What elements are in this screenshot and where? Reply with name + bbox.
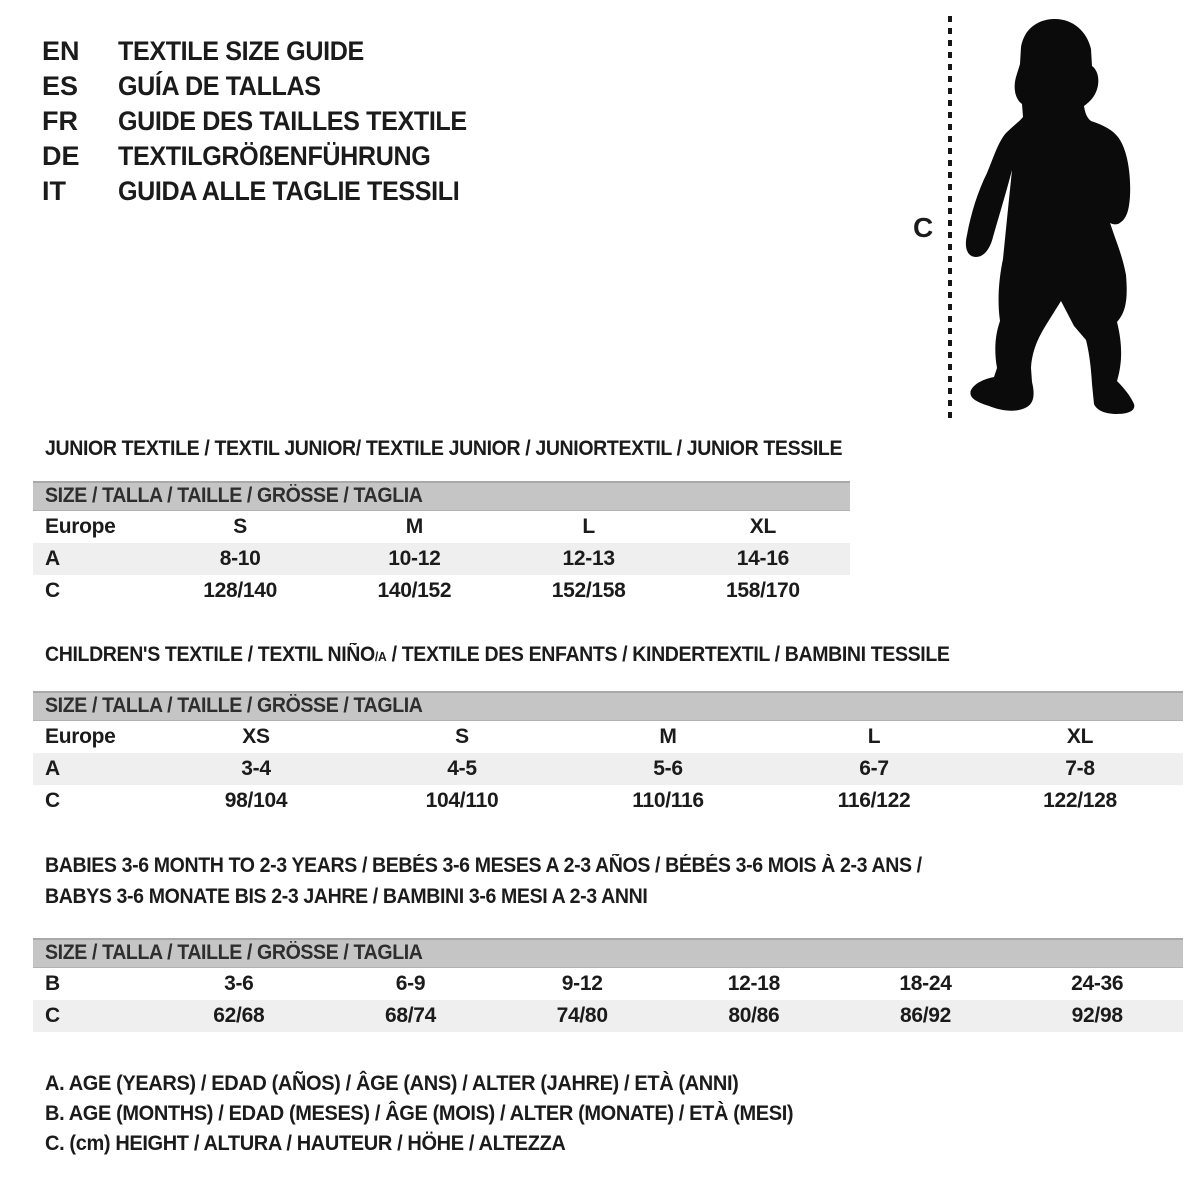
size-cell: S xyxy=(455,725,469,748)
row-label: C xyxy=(45,789,60,812)
language-code: FR xyxy=(42,106,78,136)
section-title xyxy=(33,850,1183,912)
table-row-height-cm xyxy=(33,575,850,607)
height-cell: 122/128 xyxy=(1043,789,1117,812)
row-label: A xyxy=(45,757,60,780)
legend-text: B. AGE (MONTHS) / EDAD (MESES) / ÂGE (MOIS) / ALTER (MONATE) / ETÀ (MESI) xyxy=(45,1101,794,1125)
size-cell: M xyxy=(659,725,677,748)
size-header-text: SIZE / TALLA / TAILLE / GRÖSSE / TAGLIA xyxy=(45,941,423,964)
language-row-es xyxy=(42,69,493,104)
age-cell: 7-8 xyxy=(1065,757,1095,780)
language-code: IT xyxy=(42,176,66,206)
language-row-it xyxy=(42,174,493,209)
guide-title-en: TEXTILE SIZE GUIDE xyxy=(118,36,364,66)
age-cell: 8-10 xyxy=(219,547,261,570)
size-header-text: SIZE / TALLA / TAILLE / GRÖSSE / TAGLIA xyxy=(45,484,423,507)
age-cell: 12-18 xyxy=(727,972,780,995)
guide-title-de: TEXTILGRÖßENFÜHRUNG xyxy=(118,141,431,171)
table-row-height-cm xyxy=(33,785,1183,817)
row-label: A xyxy=(45,547,60,570)
size-header-text: SIZE / TALLA / TAILLE / GRÖSSE / TAGLIA xyxy=(45,694,423,717)
legend-line-age-years xyxy=(45,1068,850,1098)
age-cell: 3-6 xyxy=(224,972,254,995)
title-part-post: / TEXTILE DES ENFANTS / KINDERTEXTIL / BAMBINI TESSILE xyxy=(386,643,950,666)
language-code: ES xyxy=(42,71,79,101)
language-row-fr xyxy=(42,104,493,139)
table-row-europe xyxy=(33,721,1183,753)
age-cell: 4-5 xyxy=(447,757,477,780)
language-row-de xyxy=(42,139,493,174)
section-title xyxy=(33,643,1183,669)
age-cell: 18-24 xyxy=(899,972,952,995)
babies-section-title-line2: BABYS 3-6 MONATE BIS 2-3 JAHRE / BAMBINI 3-6 MESI A 2-3 ANNI xyxy=(45,885,648,908)
height-cell: 68/74 xyxy=(384,1004,437,1027)
height-cell: 98/104 xyxy=(224,789,288,812)
row-label: B xyxy=(45,972,60,995)
table-row-age-years xyxy=(33,543,850,575)
guide-title-it: GUIDA ALLE TAGLIE TESSILI xyxy=(118,176,460,206)
height-marker-label: C xyxy=(913,212,934,243)
size-header-bar xyxy=(33,481,850,511)
table-row-age-years xyxy=(33,753,1183,785)
toddler-silhouette-path xyxy=(966,19,1134,414)
size-cell: S xyxy=(233,515,247,538)
age-cell: 6-7 xyxy=(859,757,889,780)
table-row-europe xyxy=(33,511,850,543)
row-label: C xyxy=(45,579,60,602)
legend-text: A. AGE (YEARS) / EDAD (AÑOS) / ÂGE (ANS) / ALTER (JAHRE) / ETÀ (ANNI) xyxy=(45,1071,739,1095)
guide-title-fr: GUIDE DES TAILLES TEXTILE xyxy=(118,106,467,136)
age-cell: 14-16 xyxy=(736,547,789,570)
height-cell: 152/158 xyxy=(551,579,626,602)
babies-section-title-line1: BABIES 3-6 MONTH TO 2-3 YEARS / BEBÉS 3-6 MESES A 2-3 AÑOS / BÉBÉS 3-6 MOIS À 2-3 ANS / xyxy=(45,854,922,877)
language-row-en xyxy=(42,34,493,69)
age-cell: 3-4 xyxy=(241,757,271,780)
size-cell: XS xyxy=(242,725,270,748)
guide-title-es: GUÍA DE TALLAS xyxy=(118,71,321,101)
age-cell: 5-6 xyxy=(653,757,683,780)
legend-line-height-cm xyxy=(45,1128,850,1158)
age-cell: 24-36 xyxy=(1071,972,1124,995)
size-cell: L xyxy=(582,515,595,538)
height-cell: 140/152 xyxy=(377,579,452,602)
babies-textile-section xyxy=(33,850,1183,1032)
title-part-sub: /A xyxy=(374,649,387,664)
size-header-bar xyxy=(33,691,1183,721)
height-cell: 92/98 xyxy=(1071,1004,1123,1027)
age-cell: 9-12 xyxy=(561,972,603,995)
table-row-height-cm xyxy=(33,1000,1183,1032)
legend-text: C. (cm) HEIGHT / ALTURA / HAUTEUR / HÖHE / ALTEZZA xyxy=(45,1131,566,1155)
height-cell: 62/68 xyxy=(213,1004,265,1027)
age-cell: 6-9 xyxy=(395,972,426,995)
height-cell: 86/92 xyxy=(899,1004,952,1027)
size-cell: L xyxy=(867,725,881,748)
size-cell: XL xyxy=(1066,725,1094,748)
height-cell: 128/140 xyxy=(203,579,278,602)
height-cell: 110/116 xyxy=(632,789,704,812)
row-label: C xyxy=(45,1004,60,1027)
section-title xyxy=(33,437,850,461)
children-textile-section xyxy=(33,643,1183,817)
height-cell: 80/86 xyxy=(728,1004,780,1027)
age-cell: 10-12 xyxy=(388,547,441,570)
height-cell: 116/122 xyxy=(837,789,911,812)
children-section-title-text xyxy=(45,643,950,669)
table-row-age-months xyxy=(33,968,1183,1000)
measurement-legend xyxy=(45,1068,850,1158)
legend-line-age-months xyxy=(45,1098,850,1128)
height-cell: 74/80 xyxy=(556,1004,608,1027)
height-cell: 158/170 xyxy=(725,579,800,602)
language-code: DE xyxy=(42,141,80,171)
toddler-silhouette-illustration xyxy=(950,8,1200,428)
size-header-bar xyxy=(33,938,1183,968)
size-cell: M xyxy=(405,515,423,538)
row-label: Europe xyxy=(45,515,116,538)
language-code: EN xyxy=(42,36,80,66)
height-cell: 104/110 xyxy=(425,789,499,812)
age-cell: 12-13 xyxy=(562,547,615,570)
size-cell: XL xyxy=(749,515,776,538)
junior-section-title-text: JUNIOR TEXTILE / TEXTIL JUNIOR/ TEXTILE JUNIOR / JUNIORTEXTIL / JUNIOR TESSILE xyxy=(45,437,843,460)
title-part-pre: CHILDREN'S TEXTILE / TEXTIL NIÑO xyxy=(45,643,375,666)
row-label: Europe xyxy=(45,725,116,748)
language-title-list xyxy=(42,34,493,209)
junior-textile-section xyxy=(33,437,850,607)
